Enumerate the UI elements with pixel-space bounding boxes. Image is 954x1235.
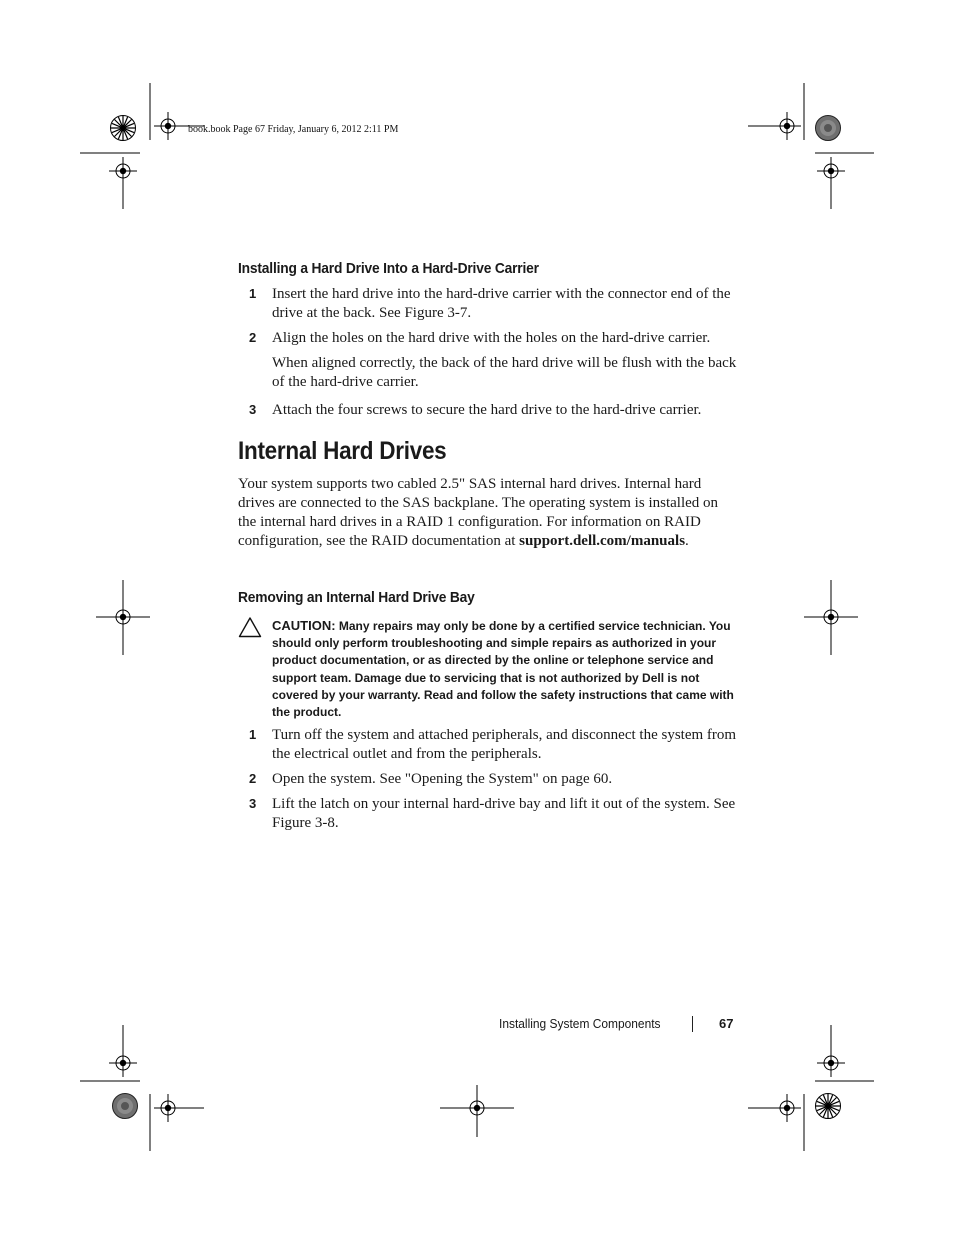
bottom-left-color-target xyxy=(113,1094,138,1119)
heading-removing-drive-bay: Removing an Internal Hard Drive Bay xyxy=(238,589,475,606)
paragraph-period: . xyxy=(685,533,689,549)
page-number: 67 xyxy=(719,1016,734,1031)
step-text: Turn off the system and attached peripherals, and disconnect the system from the electrical outlet and from the peripherals. xyxy=(272,727,737,762)
caution-text: Many repairs may only be done by a certified service technician. You should only perform troubleshooting and simple repairs as authorized in your product documentation, or as directed by the online or telephone service and support team. Damage due to servicing that is not authorized by Dell is not covered by your warranty. Read and follow the safety instructions that came with the product. xyxy=(272,619,734,720)
step-number: 2 xyxy=(249,330,257,345)
step-number: 3 xyxy=(249,402,257,417)
manuals-link[interactable]: support.dell.com/manuals xyxy=(519,533,686,549)
step-number: 1 xyxy=(249,727,257,742)
footer-divider xyxy=(692,1016,693,1032)
caution-icon xyxy=(238,616,262,638)
step-text: Open the system. See "Opening the System" on page 60. xyxy=(272,771,613,787)
step-text: Align the holes on the hard drive with the holes on the hard-drive carrier. xyxy=(272,330,711,346)
heading-internal-hard-drives: Internal Hard Drives xyxy=(238,437,447,465)
step-number: 1 xyxy=(249,286,257,301)
internal-drives-paragraph xyxy=(238,475,738,551)
paragraph-text: Your system supports two cabled 2.5" SAS internal hard drives. Internal hard drives are connected to the SAS backplane. The operating system is installed on the internal hard drives in a RAID 1 configuration. For information on RAID configuration, see the RAID documentation at xyxy=(238,476,719,549)
heading-installing-hard-drive: Installing a Hard Drive Into a Hard-Drive Carrier xyxy=(238,260,539,277)
step-number: 3 xyxy=(249,796,257,811)
footer-section-title: Installing System Components xyxy=(499,1016,661,1031)
top-left-color-target xyxy=(111,116,136,141)
caution-label: CAUTION: xyxy=(272,618,336,633)
print-slug: book.book Page 67 Friday, January 6, 2012 2:11 PM xyxy=(188,124,399,135)
caution-notice xyxy=(272,617,742,721)
install-step-2-note: When aligned correctly, the back of the hard drive will be flush with the back of the hard-drive carrier. xyxy=(272,355,737,390)
step-text: Insert the hard drive into the hard-drive carrier with the connector end of the drive at the back. See Figure 3-7. xyxy=(272,286,731,321)
bottom-right-color-target xyxy=(816,1094,841,1119)
step-text: Attach the four screws to secure the hard drive to the hard-drive carrier. xyxy=(272,402,702,418)
step-text: Lift the latch on your internal hard-drive bay and lift it out of the system. See Figure 3-8. xyxy=(272,796,736,831)
step-number: 2 xyxy=(249,771,257,786)
top-right-color-target xyxy=(816,116,841,141)
